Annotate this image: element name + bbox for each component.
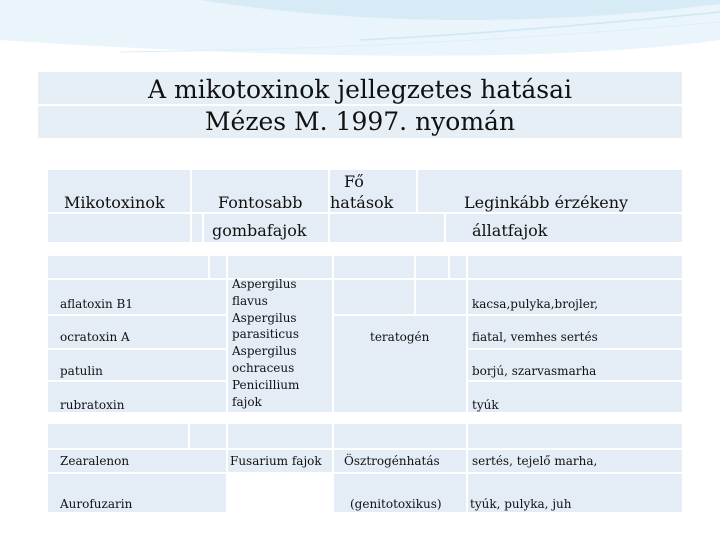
toxin-name: Aurofuzarin [60,497,133,511]
fungi-text: Fusarium fajok [230,454,322,468]
header-fungi-line-2: gombafajok [212,221,307,240]
toxin-name: rubratoxin [60,398,125,412]
fungi-line: Aspergilus [232,344,297,359]
fungi-line: fajok [232,394,262,409]
animals-text: kacsa,pulyka,brojler, [472,297,599,311]
animals-text: sertés, tejelő marha, [472,454,598,468]
header-effects-line-1: Fő [344,172,364,191]
slide-title-line-1: A mikotoxinok jellegzetes hatásai [148,75,572,104]
header-animals-line-2: állatfajok [472,221,548,240]
header-animals-line-1: Leginkább érzékeny [464,193,629,212]
fungi-line: Aspergilus [232,310,297,325]
fungi-line: ochraceus [232,360,295,375]
toxin-name: ocratoxin A [60,330,130,344]
fungi-line: Aspergilus [232,277,297,291]
slide-title-line-2: Mézes M. 1997. nyomán [204,107,516,136]
header-fungi-line-1: Fontosabb [218,193,303,212]
fungi-line: Penicillium [232,377,300,392]
fungi-line: flavus [232,293,268,308]
animals-text: borjú, szarvasmarha [472,364,597,378]
effect-text: Ösztrogénhatás [344,454,440,468]
fungi-list-group-1 [232,276,299,410]
animals-text: tyúk [472,398,499,412]
header-effects-line-2: hatások [330,193,394,212]
fungi-line: parasiticus [232,327,299,342]
animals-text: fiatal, vemhes sertés [472,330,598,344]
effect-teratogenic: teratogén [370,330,430,344]
animals-text: tyúk, pulyka, juh [470,497,572,511]
effect-text: (genitotoxikus) [350,497,442,511]
header-mycotoxins: Mikotoxinok [64,193,165,212]
toxin-name: patulin [60,364,103,378]
toxin-name: aflatoxin B1 [60,297,133,311]
toxin-name: Zearalenon [60,454,130,468]
